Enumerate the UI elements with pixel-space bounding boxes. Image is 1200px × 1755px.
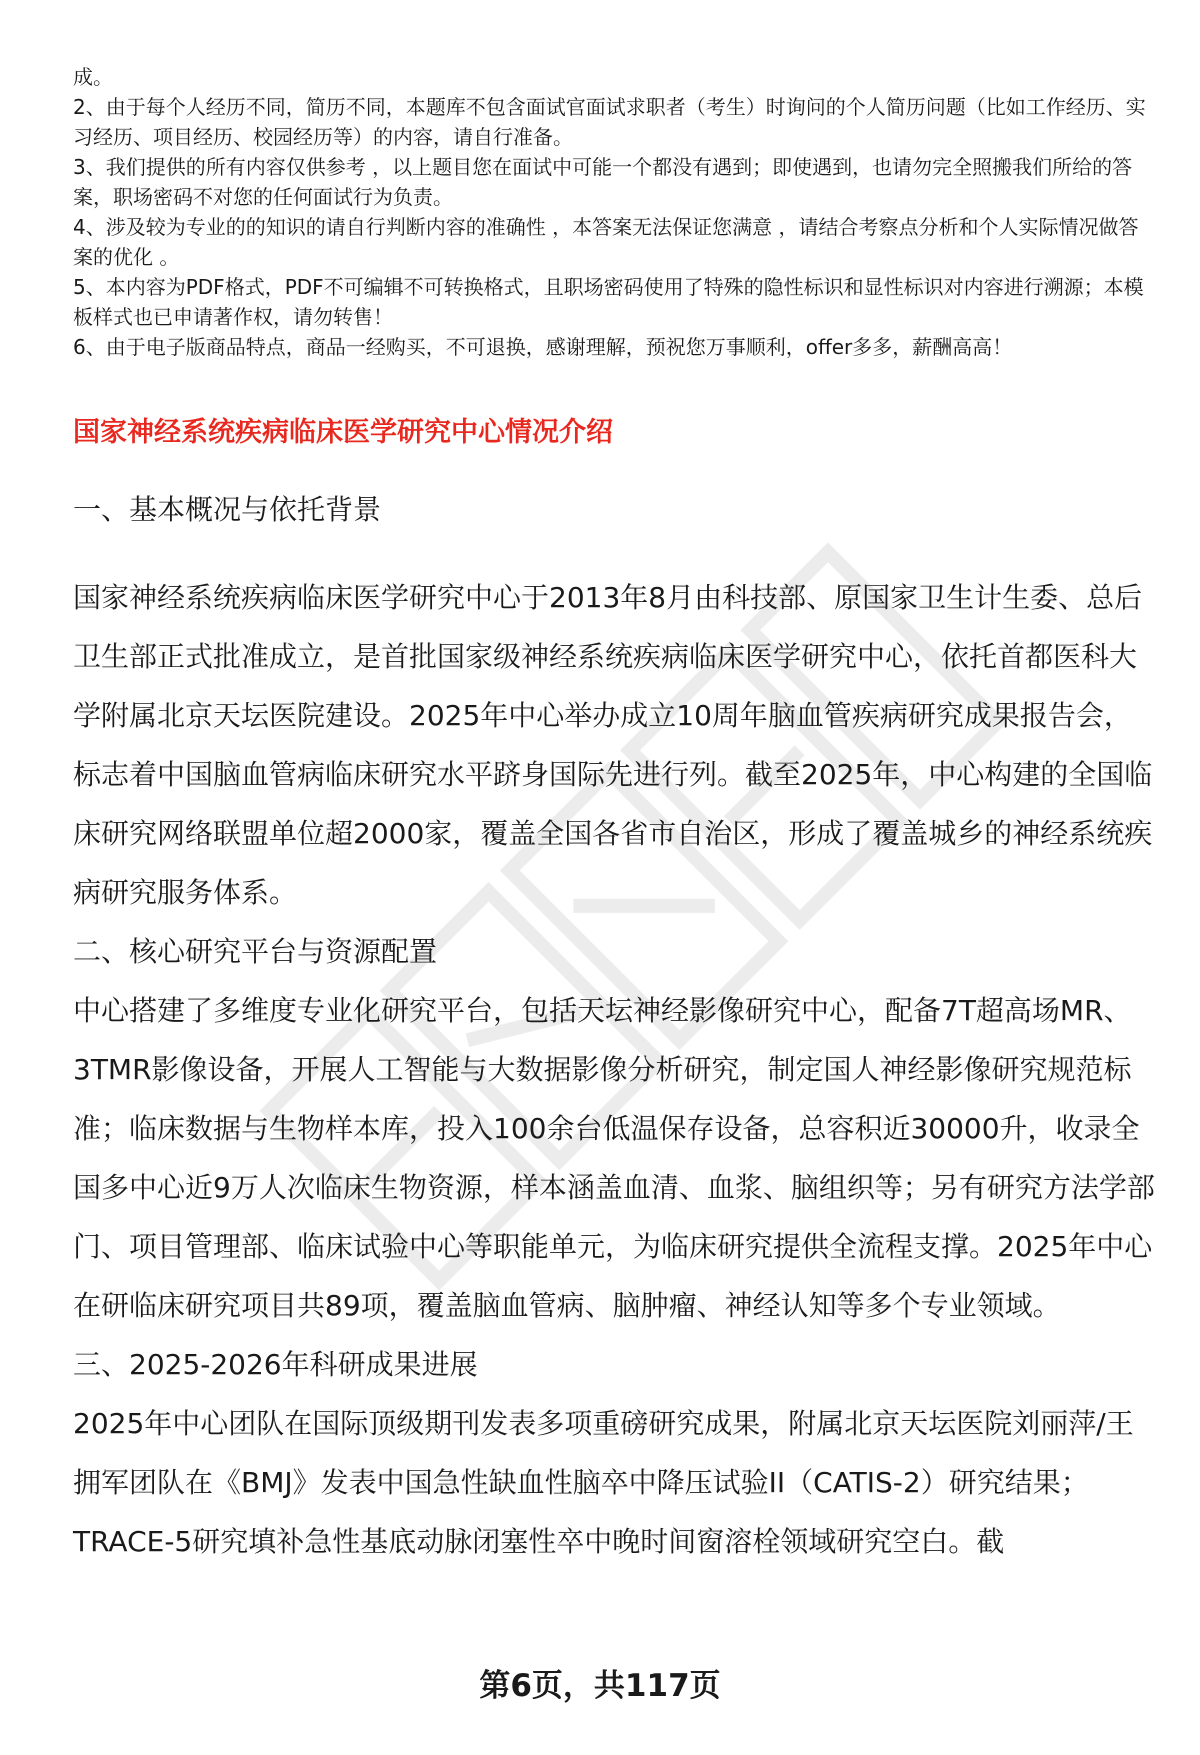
section-paragraph: 2025年中心团队在国际顶级期刊发表多项重磅研究成果，附属北京天坛医院刘丽萍/王拥军团队在《BMJ》发表中国急性缺血性脑卒中降压试验II（CATIS-2）研究结果；TRACE-5研究填补急性基底动脉闭塞性卒中晚时间窗溶栓领域研究空白。截 [73,1407,1134,1558]
section-paragraph: 中心搭建了多维度专业化研究平台，包括天坛神经影像研究中心，配备7T超高场MR、3TMR影像设备，开展人工智能与大数据影像分析研究，制定国人神经影像研究规范标准；临床数据与生物样本库，投入100余台低温保存设备，总容积近30000升，收录全国多中心近9万人次临床生物资源，样本涵盖血清、血浆、脑组织等；另有研究方法学部门、项目管理部、临床试验中心等职能单元，为临床研究提供全流程支撑。2025年中心在研临床研究项目共89项，覆盖脑血管病、脑肿瘤、神经认知等多个专业领域。 [73,994,1155,1322]
section-heading: 一、基本概况与依托背景 [73,493,382,526]
section-heading: 二、核心研究平台与资源配置 [73,935,438,968]
main-content [73,480,1158,1571]
note-line: 6、由于电子版商品特点，商品一经购买，不可退换，感谢理解，预祝您万事顺利，offer多多，薪酬高高！ [73,335,1013,359]
section-title: 国家神经系统疾病临床医学研究中心情况介绍 [73,417,613,448]
note-line: 5、本内容为PDF格式，PDF不可编辑不可转换格式，且职场密码使用了特殊的隐性标识和显性标识对内容进行溯源；本模板样式也已申请著作权，请勿转售！ [73,275,1144,329]
section-heading: 三、2025-2026年科研成果进展 [73,1348,478,1381]
section-paragraph: 国家神经系统疾病临床医学研究中心于2013年8月由科技部、原国家卫生计生委、总后卫生部正式批准成立，是首批国家级神经系统疾病临床医学研究中心，依托首都医科大学附属北京天坛医院建设。2025年中心举办成立10周年脑血管疾病研究成果报告会，标志着中国脑血管病临床研究水平跻身国际先进行列。截至2025年，中心构建的全国临床研究网络联盟单位超2000家，覆盖全国各省市自治区，形成了覆盖城乡的神经系统疾病研究服务体系。 [73,581,1153,909]
note-line: 4、涉及较为专业的的知识的请自行判断内容的准确性 ，本答案无法保证您满意 ，请结合考察点分析和个人实际情况做答案的优化 。 [73,215,1139,269]
note-line: 成。 [73,65,113,89]
note-line: 2、由于每个人经历不同，简历不同，本题库不包含面试官面试求职者（考生）时询问的个人简历问题（比如工作经历、实习经历、项目经历、校园经历等）的内容，请自行准备。 [73,95,1146,149]
page-number-footer: 第6页，共117页 [479,1668,721,1704]
disclaimer-notes [73,62,1153,362]
note-line: 3、我们提供的所有内容仅供参考 ，以上题目您在面试中可能一个都没有遇到；即使遇到，也请勿完全照搬我们所给的答案，职场密码不对您的任何面试行为负责。 [73,155,1133,209]
